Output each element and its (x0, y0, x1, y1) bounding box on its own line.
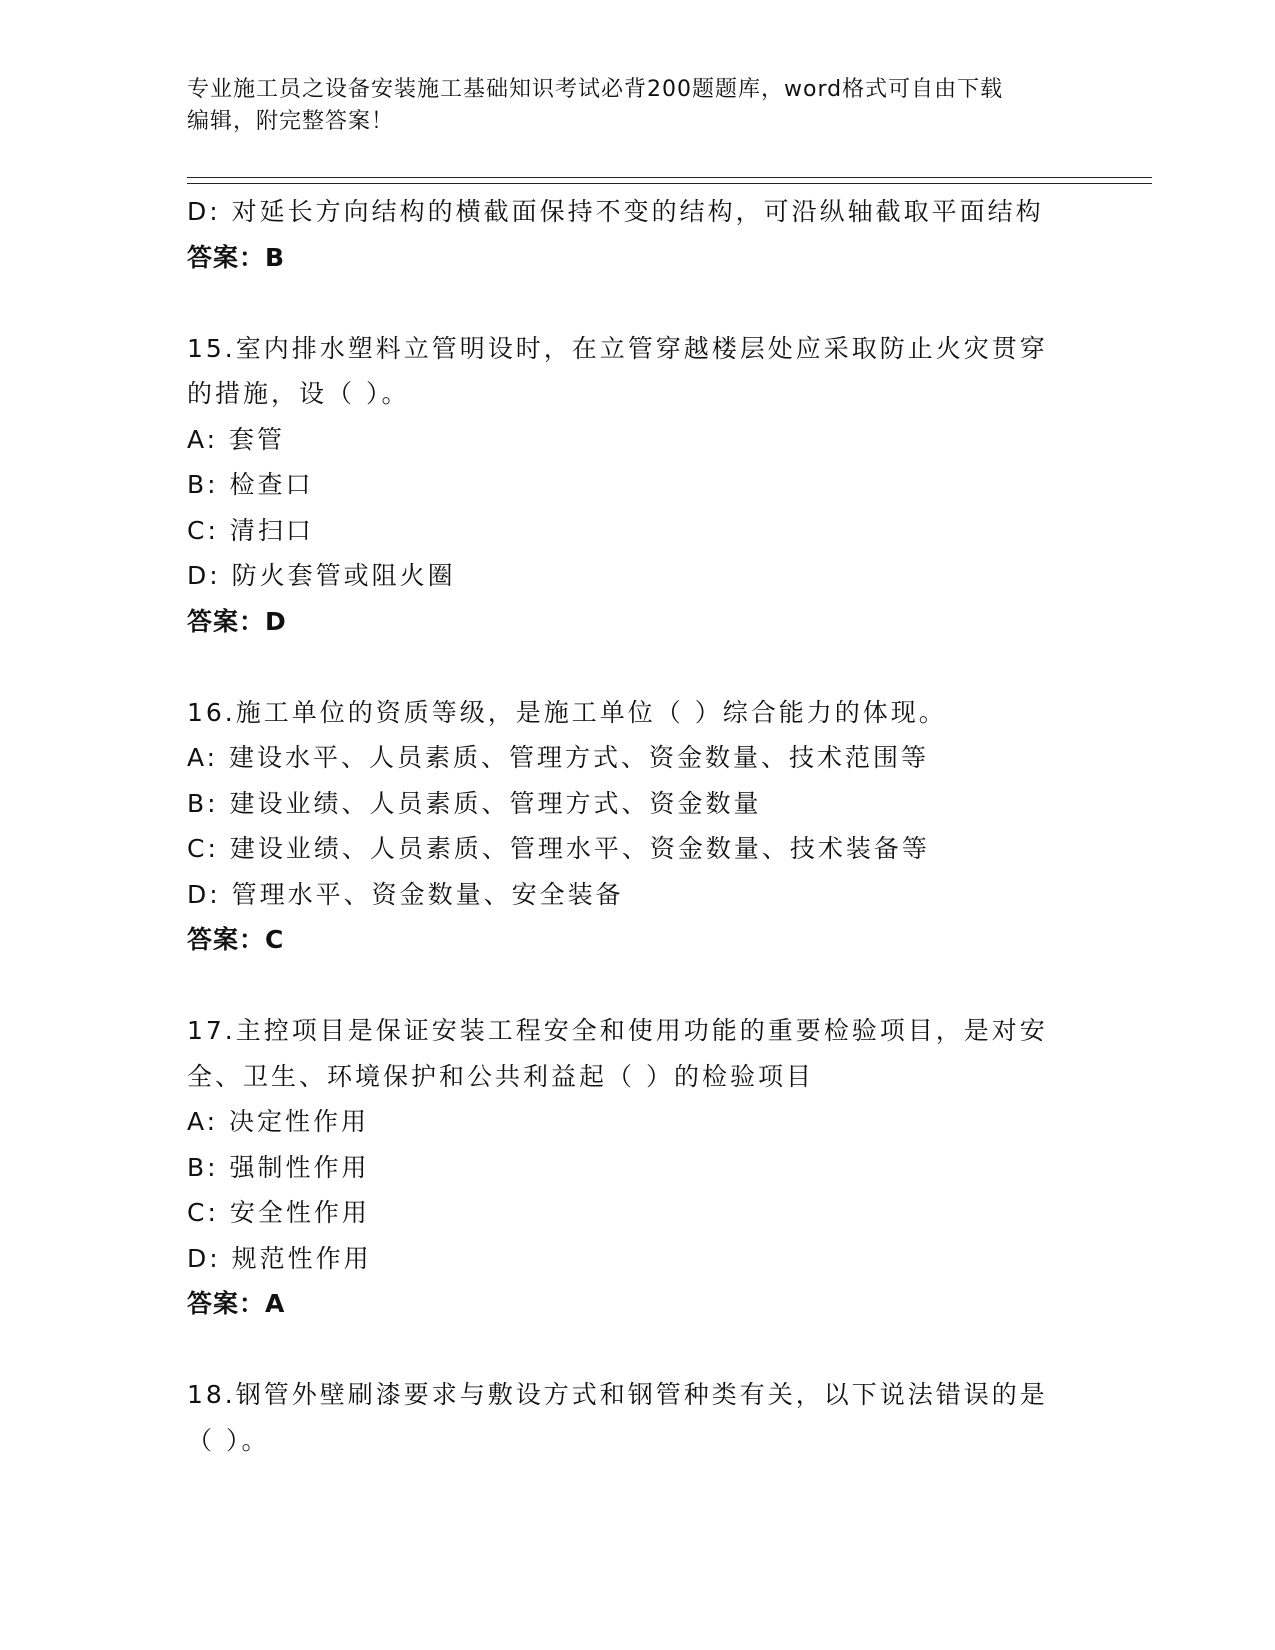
header-rule-bottom (187, 183, 1152, 184)
q17-stem-line-2: 全、卫生、环境保护和公共利益起（ ）的检验项目 (187, 1061, 814, 1091)
question-16 (187, 690, 1087, 963)
q15-answer: 答案：D (187, 606, 287, 636)
q17-answer: 答案：A (187, 1289, 286, 1318)
q14-answer: 答案：B (187, 242, 286, 272)
q16-option-c: C: 建设业绩、人员素质、管理水平、资金数量、技术装备等 (187, 834, 930, 863)
question-15 (187, 326, 1087, 645)
q17-option-d: D: 规范性作用 (187, 1243, 372, 1273)
q16-stem-line-1: 16.施工单位的资质等级，是施工单位（ ）综合能力的体现。 (187, 697, 947, 727)
header-line-2: 编辑，附完整答案！ (187, 109, 395, 134)
q15-option-d: D: 防火套管或阻火圈 (187, 561, 456, 590)
q15-option-c: C: 清扫口 (187, 515, 314, 545)
q18-stem-line-2: （ ）。 (187, 1425, 270, 1455)
q14-option-d: D: 对延长方向结构的横截面保持不变的结构，可沿纵轴截取平面结构 (187, 197, 1044, 226)
q17-option-a: A: 决定性作用 (187, 1107, 370, 1136)
q15-stem-line-2: 的措施，设（ ）。 (187, 379, 410, 408)
spacer (187, 963, 1087, 1009)
question-17 (187, 1008, 1087, 1327)
question-18 (187, 1372, 1087, 1463)
q17-option-c: C: 安全性作用 (187, 1198, 370, 1227)
question-list (187, 189, 1087, 1463)
q18-stem-line-1: 18.钢管外壁刷漆要求与敷设方式和钢管种类有关，以下说法错误的是 (187, 1380, 1048, 1409)
q15-option-a: A: 套管 (187, 424, 286, 454)
q17-stem-line-1: 17.主控项目是保证安装工程安全和使用功能的重要检验项目，是对安 (187, 1016, 1048, 1045)
q17-option-b: B: 强制性作用 (187, 1152, 370, 1182)
header-rule-top (187, 177, 1152, 178)
q15-option-b: B: 检查口 (187, 470, 314, 499)
spacer (187, 1327, 1087, 1373)
spacer (187, 280, 1087, 326)
q16-option-a: A: 建设水平、人员素质、管理方式、资金数量、技术范围等 (187, 743, 930, 772)
q16-option-b: B: 建设业绩、人员素质、管理方式、资金数量 (187, 788, 762, 818)
q16-answer: 答案：C (187, 925, 285, 954)
question-14-tail (187, 189, 1087, 280)
spacer (187, 644, 1087, 690)
q15-stem-line-1: 15.室内排水塑料立管明设时，在立管穿越楼层处应采取防止火灾贯穿 (187, 333, 1048, 363)
q16-option-d: D: 管理水平、资金数量、安全装备 (187, 879, 624, 909)
header-line-1: 专业施工员之设备安装施工基础知识考试必背200题题库，word格式可自由下载 (187, 77, 1004, 102)
document-header (187, 74, 1067, 138)
